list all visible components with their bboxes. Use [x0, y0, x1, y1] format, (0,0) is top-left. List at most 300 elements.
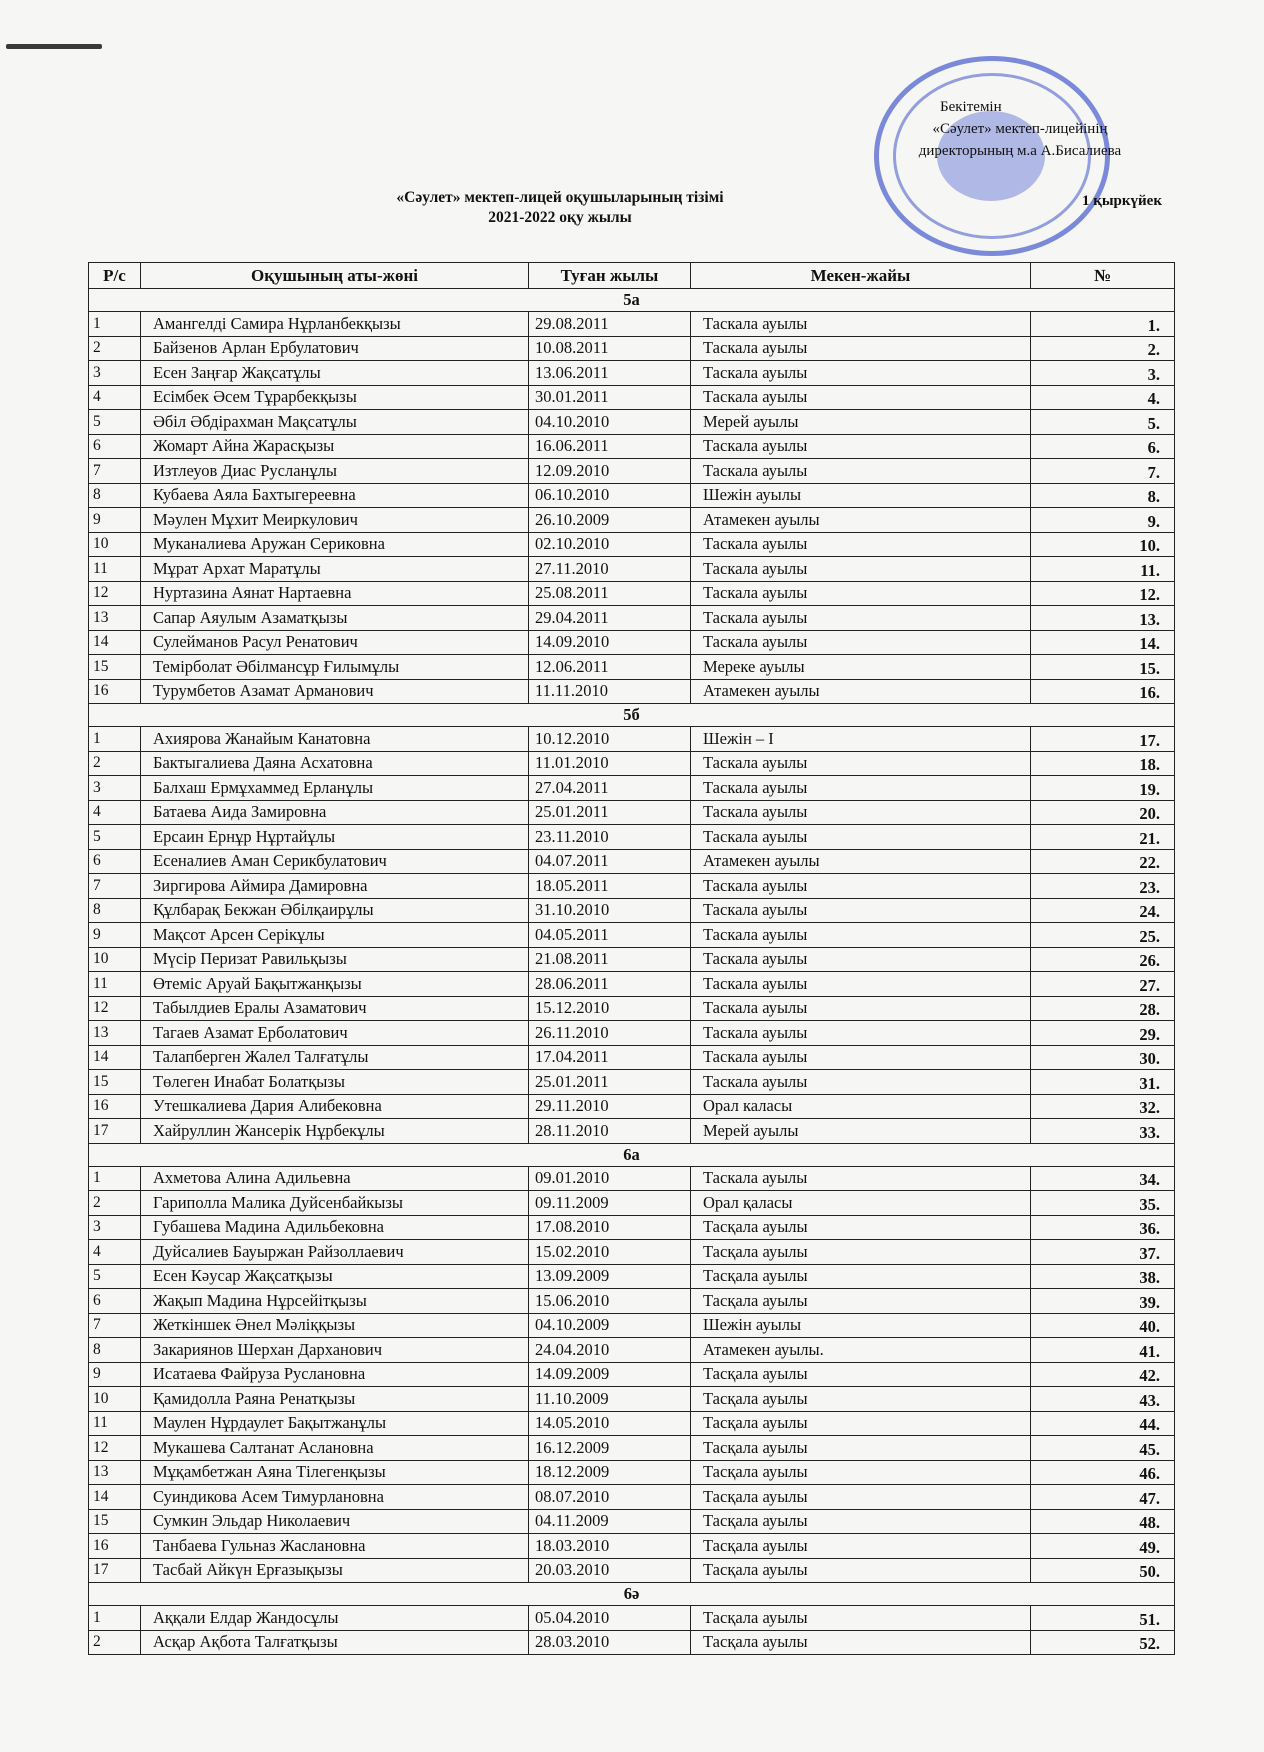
list-number-cell: 7. [1031, 459, 1175, 484]
class-group-row [89, 289, 1175, 312]
table-row [89, 1411, 1175, 1436]
birthdate-cell: 02.10.2010 [529, 532, 691, 557]
address-cell: Таскала ауылы [691, 923, 1031, 948]
address-cell: Шежін – I [691, 727, 1031, 752]
table-row [89, 996, 1175, 1021]
row-number-cell: 15 [89, 1509, 141, 1534]
birthdate-cell: 13.09.2009 [529, 1264, 691, 1289]
birthdate-cell: 18.05.2011 [529, 874, 691, 899]
table-row [89, 312, 1175, 337]
list-number-cell: 46. [1031, 1460, 1175, 1485]
table-row [89, 1166, 1175, 1191]
address-cell: Таскала ауылы [691, 557, 1031, 582]
address-cell: Орал қаласы [691, 1191, 1031, 1216]
table-row [89, 1313, 1175, 1338]
row-number-cell: 7 [89, 874, 141, 899]
list-number-cell: 33. [1031, 1119, 1175, 1144]
list-number-cell: 21. [1031, 825, 1175, 850]
list-number-cell: 2. [1031, 336, 1175, 361]
student-name-cell: Турумбетов Азамат Арманович [141, 679, 529, 704]
row-number-cell: 9 [89, 923, 141, 948]
table-row [89, 751, 1175, 776]
student-name-cell: Кубаева Аяла Бахтыгереевна [141, 483, 529, 508]
birthdate-cell: 05.04.2010 [529, 1606, 691, 1631]
header-address: Мекен-жайы [691, 263, 1031, 289]
list-number-cell: 28. [1031, 996, 1175, 1021]
header-birthdate: Туған жылы [529, 263, 691, 289]
student-name-cell: Дуйсалиев Бауыржан Райзоллаевич [141, 1240, 529, 1265]
list-number-cell: 51. [1031, 1606, 1175, 1631]
table-row [89, 361, 1175, 386]
row-number-cell: 11 [89, 1411, 141, 1436]
list-number-cell: 37. [1031, 1240, 1175, 1265]
title-line-1: «Сәулет» мектеп-лицей оқушыларының тізімі [396, 189, 724, 206]
row-number-cell: 4 [89, 800, 141, 825]
list-number-cell: 20. [1031, 800, 1175, 825]
row-number-cell: 16 [89, 1094, 141, 1119]
list-number-cell: 23. [1031, 874, 1175, 899]
table-row [89, 557, 1175, 582]
table-row [89, 1191, 1175, 1216]
list-number-cell: 10. [1031, 532, 1175, 557]
table-row [89, 1094, 1175, 1119]
birthdate-cell: 26.11.2010 [529, 1021, 691, 1046]
address-cell: Таскала ауылы [691, 581, 1031, 606]
table-row [89, 776, 1175, 801]
birthdate-cell: 18.12.2009 [529, 1460, 691, 1485]
header-rownum: Р/с [89, 263, 141, 289]
list-number-cell: 26. [1031, 947, 1175, 972]
class-group-row [89, 1583, 1175, 1606]
list-number-cell: 31. [1031, 1070, 1175, 1095]
birthdate-cell: 04.05.2011 [529, 923, 691, 948]
address-cell: Тасқала ауылы [691, 1264, 1031, 1289]
address-cell: Таскала ауылы [691, 532, 1031, 557]
row-number-cell: 8 [89, 1338, 141, 1363]
table-row [89, 1387, 1175, 1412]
address-cell: Атамекен ауылы [691, 849, 1031, 874]
birthdate-cell: 29.08.2011 [529, 312, 691, 337]
list-number-cell: 32. [1031, 1094, 1175, 1119]
row-number-cell: 3 [89, 361, 141, 386]
list-number-cell: 1. [1031, 312, 1175, 337]
row-number-cell: 3 [89, 1215, 141, 1240]
row-number-cell: 17 [89, 1119, 141, 1144]
row-number-cell: 13 [89, 1021, 141, 1046]
table-row [89, 655, 1175, 680]
birthdate-cell: 27.04.2011 [529, 776, 691, 801]
table-header-row [89, 263, 1175, 289]
table-row [89, 1045, 1175, 1070]
table-row [89, 727, 1175, 752]
birthdate-cell: 12.09.2010 [529, 459, 691, 484]
student-name-cell: Ахиярова Жанайым Канатовна [141, 727, 529, 752]
student-name-cell: Есеналиев Аман Серикбулатович [141, 849, 529, 874]
list-number-cell: 35. [1031, 1191, 1175, 1216]
birthdate-cell: 31.10.2010 [529, 898, 691, 923]
row-number-cell: 1 [89, 312, 141, 337]
address-cell: Таскала ауылы [691, 312, 1031, 337]
class-group-label: 5б [89, 704, 1175, 727]
address-cell: Атамекен ауылы [691, 508, 1031, 533]
approval-date: 1 қыркүйек [1081, 193, 1162, 209]
birthdate-cell: 11.10.2009 [529, 1387, 691, 1412]
birthdate-cell: 04.10.2010 [529, 410, 691, 435]
address-cell: Тасқала ауылы [691, 1215, 1031, 1240]
student-name-cell: Тагаев Азамат Ерболатович [141, 1021, 529, 1046]
list-number-cell: 17. [1031, 727, 1175, 752]
address-cell: Таскала ауылы [691, 630, 1031, 655]
address-cell: Мерей ауылы [691, 410, 1031, 435]
student-name-cell: Губашева Мадина Адильбековна [141, 1215, 529, 1240]
student-name-cell: Исатаева Файруза Руслановна [141, 1362, 529, 1387]
row-number-cell: 14 [89, 630, 141, 655]
list-number-cell: 25. [1031, 923, 1175, 948]
birthdate-cell: 29.04.2011 [529, 606, 691, 631]
row-number-cell: 1 [89, 727, 141, 752]
birthdate-cell: 17.04.2011 [529, 1045, 691, 1070]
table-body [89, 289, 1175, 1655]
student-name-cell: Тасбай Айкүн Ерғазықызы [141, 1558, 529, 1583]
address-cell: Тасқала ауылы [691, 1289, 1031, 1314]
student-name-cell: Маулен Нұрдаулет Бақытжанұлы [141, 1411, 529, 1436]
row-number-cell: 6 [89, 1289, 141, 1314]
student-name-cell: Закариянов Шерхан Дарханович [141, 1338, 529, 1363]
class-group-row [89, 1143, 1175, 1166]
row-number-cell: 1 [89, 1606, 141, 1631]
student-name-cell: Асқар Ақбота Талғатқызы [141, 1630, 529, 1655]
row-number-cell: 6 [89, 849, 141, 874]
row-number-cell: 12 [89, 1436, 141, 1461]
address-cell: Тасқала ауылы [691, 1362, 1031, 1387]
table-row [89, 972, 1175, 997]
birthdate-cell: 17.08.2010 [529, 1215, 691, 1240]
row-number-cell: 6 [89, 434, 141, 459]
address-cell: Таскала ауылы [691, 751, 1031, 776]
student-name-cell: Төлеген Инабат Болатқызы [141, 1070, 529, 1095]
row-number-cell: 1 [89, 1166, 141, 1191]
row-number-cell: 15 [89, 1070, 141, 1095]
row-number-cell: 5 [89, 825, 141, 850]
address-cell: Тасқала ауылы [691, 1436, 1031, 1461]
list-number-cell: 29. [1031, 1021, 1175, 1046]
address-cell: Тасқала ауылы [691, 1534, 1031, 1559]
birthdate-cell: 26.10.2009 [529, 508, 691, 533]
table-row [89, 1119, 1175, 1144]
address-cell: Таскала ауылы [691, 1070, 1031, 1095]
table-row [89, 1606, 1175, 1631]
list-number-cell: 41. [1031, 1338, 1175, 1363]
row-number-cell: 2 [89, 1191, 141, 1216]
list-number-cell: 48. [1031, 1509, 1175, 1534]
row-number-cell: 2 [89, 1630, 141, 1655]
address-cell: Таскала ауылы [691, 459, 1031, 484]
student-name-cell: Нуртазина Аянат Нартаевна [141, 581, 529, 606]
list-number-cell: 40. [1031, 1313, 1175, 1338]
list-number-cell: 38. [1031, 1264, 1175, 1289]
student-name-cell: Байзенов Арлан Ербулатович [141, 336, 529, 361]
list-number-cell: 52. [1031, 1630, 1175, 1655]
birthdate-cell: 11.01.2010 [529, 751, 691, 776]
list-number-cell: 5. [1031, 410, 1175, 435]
address-cell: Атамекен ауылы. [691, 1338, 1031, 1363]
student-name-cell: Сапар Аяулым Азаматқызы [141, 606, 529, 631]
row-number-cell: 13 [89, 606, 141, 631]
address-cell: Таскала ауылы [691, 898, 1031, 923]
birthdate-cell: 09.01.2010 [529, 1166, 691, 1191]
birthdate-cell: 14.05.2010 [529, 1411, 691, 1436]
student-name-cell: Есімбек Әсем Тұрарбекқызы [141, 385, 529, 410]
student-name-cell: Аққали Елдар Жандосұлы [141, 1606, 529, 1631]
address-cell: Тасқала ауылы [691, 1460, 1031, 1485]
birthdate-cell: 27.11.2010 [529, 557, 691, 582]
student-name-cell: Батаева Аида Замировна [141, 800, 529, 825]
birthdate-cell: 10.08.2011 [529, 336, 691, 361]
scan-edge-mark [6, 44, 102, 49]
row-number-cell: 5 [89, 1264, 141, 1289]
table-row [89, 459, 1175, 484]
list-number-cell: 43. [1031, 1387, 1175, 1412]
table-row [89, 434, 1175, 459]
address-cell: Таскала ауылы [691, 996, 1031, 1021]
student-name-cell: Утешкалиева Дария Алибековна [141, 1094, 529, 1119]
row-number-cell: 9 [89, 1362, 141, 1387]
student-name-cell: Бактыгалиева Даяна Асхатовна [141, 751, 529, 776]
table-row [89, 825, 1175, 850]
address-cell: Таскала ауылы [691, 776, 1031, 801]
list-number-cell: 44. [1031, 1411, 1175, 1436]
table-row [89, 923, 1175, 948]
list-number-cell: 42. [1031, 1362, 1175, 1387]
list-number-cell: 15. [1031, 655, 1175, 680]
table-row [89, 532, 1175, 557]
class-group-row [89, 704, 1175, 727]
row-number-cell: 2 [89, 751, 141, 776]
student-name-cell: Мәулен Мұхит Меиркулович [141, 508, 529, 533]
birthdate-cell: 16.12.2009 [529, 1436, 691, 1461]
student-name-cell: Хайруллин Жансерік Нұрбекұлы [141, 1119, 529, 1144]
table-row [89, 1289, 1175, 1314]
birthdate-cell: 14.09.2009 [529, 1362, 691, 1387]
birthdate-cell: 24.04.2010 [529, 1338, 691, 1363]
address-cell: Тасқала ауылы [691, 1387, 1031, 1412]
birthdate-cell: 04.10.2009 [529, 1313, 691, 1338]
address-cell: Тасқала ауылы [691, 1411, 1031, 1436]
table-row [89, 1509, 1175, 1534]
address-cell: Тасқала ауылы [691, 1606, 1031, 1631]
table-row [89, 898, 1175, 923]
table-row [89, 581, 1175, 606]
row-number-cell: 14 [89, 1485, 141, 1510]
table-row [89, 410, 1175, 435]
row-number-cell: 10 [89, 532, 141, 557]
table-row [89, 630, 1175, 655]
approval-block [870, 96, 1170, 212]
birthdate-cell: 29.11.2010 [529, 1094, 691, 1119]
row-number-cell: 14 [89, 1045, 141, 1070]
table-row [89, 1070, 1175, 1095]
row-number-cell: 17 [89, 1558, 141, 1583]
table-row [89, 483, 1175, 508]
birthdate-cell: 15.12.2010 [529, 996, 691, 1021]
student-name-cell: Мукашева Салтанат Аслановна [141, 1436, 529, 1461]
address-cell: Таскала ауылы [691, 606, 1031, 631]
table-row [89, 1558, 1175, 1583]
student-name-cell: Балхаш Ермұхаммед Ерланұлы [141, 776, 529, 801]
list-number-cell: 45. [1031, 1436, 1175, 1461]
row-number-cell: 13 [89, 1460, 141, 1485]
row-number-cell: 7 [89, 1313, 141, 1338]
list-number-cell: 39. [1031, 1289, 1175, 1314]
table-row [89, 1460, 1175, 1485]
student-table-wrapper [88, 262, 1174, 1655]
address-cell: Шежін ауылы [691, 483, 1031, 508]
address-cell: Тасқала ауылы [691, 1240, 1031, 1265]
birthdate-cell: 10.12.2010 [529, 727, 691, 752]
address-cell: Таскала ауылы [691, 336, 1031, 361]
student-name-cell: Жомарт Айна Жарасқызы [141, 434, 529, 459]
address-cell: Таскала ауылы [691, 800, 1031, 825]
birthdate-cell: 20.03.2010 [529, 1558, 691, 1583]
student-name-cell: Изтлеуов Диас Русланұлы [141, 459, 529, 484]
birthdate-cell: 09.11.2009 [529, 1191, 691, 1216]
table-row [89, 508, 1175, 533]
list-number-cell: 8. [1031, 483, 1175, 508]
birthdate-cell: 13.06.2011 [529, 361, 691, 386]
student-name-cell: Ерсаин Ернұр Нұртайұлы [141, 825, 529, 850]
student-name-cell: Есен Кәусар Жақсатқызы [141, 1264, 529, 1289]
address-cell: Орал каласы [691, 1094, 1031, 1119]
list-number-cell: 9. [1031, 508, 1175, 533]
row-number-cell: 11 [89, 557, 141, 582]
address-cell: Таскала ауылы [691, 825, 1031, 850]
address-cell: Тасқала ауылы [691, 1558, 1031, 1583]
list-number-cell: 30. [1031, 1045, 1175, 1070]
table-row [89, 606, 1175, 631]
table-row [89, 874, 1175, 899]
row-number-cell: 4 [89, 1240, 141, 1265]
table-row [89, 1630, 1175, 1655]
student-name-cell: Мақсот Арсен Серікұлы [141, 923, 529, 948]
table-row [89, 679, 1175, 704]
address-cell: Таскала ауылы [691, 874, 1031, 899]
birthdate-cell: 15.02.2010 [529, 1240, 691, 1265]
document-title [260, 188, 860, 228]
birthdate-cell: 21.08.2011 [529, 947, 691, 972]
student-name-cell: Құлбарақ Бекжан Әбілқаирұлы [141, 898, 529, 923]
list-number-cell: 36. [1031, 1215, 1175, 1240]
birthdate-cell: 28.11.2010 [529, 1119, 691, 1144]
class-group-label: 6а [89, 1143, 1175, 1166]
row-number-cell: 11 [89, 972, 141, 997]
address-cell: Атамекен ауылы [691, 679, 1031, 704]
birthdate-cell: 23.11.2010 [529, 825, 691, 850]
birthdate-cell: 06.10.2010 [529, 483, 691, 508]
list-number-cell: 3. [1031, 361, 1175, 386]
table-row [89, 385, 1175, 410]
row-number-cell: 4 [89, 385, 141, 410]
table-row [89, 1021, 1175, 1046]
address-cell: Мереке ауылы [691, 655, 1031, 680]
address-cell: Тасқала ауылы [691, 1485, 1031, 1510]
birthdate-cell: 18.03.2010 [529, 1534, 691, 1559]
class-group-label: 5а [89, 289, 1175, 312]
birthdate-cell: 04.11.2009 [529, 1509, 691, 1534]
student-table [88, 262, 1175, 1655]
student-name-cell: Амангелді Самира Нұрланбекқызы [141, 312, 529, 337]
list-number-cell: 22. [1031, 849, 1175, 874]
table-row [89, 1215, 1175, 1240]
approval-line-3: директорының м.а А.Бисалиева [918, 143, 1122, 159]
table-row [89, 1264, 1175, 1289]
address-cell: Таскала ауылы [691, 947, 1031, 972]
list-number-cell: 11. [1031, 557, 1175, 582]
list-number-cell: 24. [1031, 898, 1175, 923]
address-cell: Таскала ауылы [691, 434, 1031, 459]
row-number-cell: 7 [89, 459, 141, 484]
birthdate-cell: 08.07.2010 [529, 1485, 691, 1510]
table-row [89, 1485, 1175, 1510]
address-cell: Мерей ауылы [691, 1119, 1031, 1144]
birthdate-cell: 25.08.2011 [529, 581, 691, 606]
table-row [89, 1338, 1175, 1363]
list-number-cell: 49. [1031, 1534, 1175, 1559]
student-name-cell: Муканалиева Аружан Сериковна [141, 532, 529, 557]
row-number-cell: 15 [89, 655, 141, 680]
row-number-cell: 16 [89, 1534, 141, 1559]
student-name-cell: Сумкин Эльдар Николаевич [141, 1509, 529, 1534]
address-cell: Тасқала ауылы [691, 1630, 1031, 1655]
student-name-cell: Талапберген Жалел Талғатұлы [141, 1045, 529, 1070]
table-row [89, 947, 1175, 972]
class-group-label: 6ә [89, 1583, 1175, 1606]
student-name-cell: Сулейманов Расул Ренатович [141, 630, 529, 655]
address-cell: Тасқала ауылы [691, 1509, 1031, 1534]
student-name-cell: Гариполла Малика Дуйсенбайкызы [141, 1191, 529, 1216]
table-row [89, 1436, 1175, 1461]
row-number-cell: 12 [89, 996, 141, 1021]
birthdate-cell: 15.06.2010 [529, 1289, 691, 1314]
birthdate-cell: 14.09.2010 [529, 630, 691, 655]
row-number-cell: 10 [89, 1387, 141, 1412]
student-name-cell: Танбаева Гульназ Жаслановна [141, 1534, 529, 1559]
list-number-cell: 34. [1031, 1166, 1175, 1191]
student-name-cell: Темірболат Әбілмансұр Ғилымұлы [141, 655, 529, 680]
student-name-cell: Суиндикова Асем Тимурлановна [141, 1485, 529, 1510]
student-name-cell: Есен Заңғар Жақсатұлы [141, 361, 529, 386]
row-number-cell: 2 [89, 336, 141, 361]
address-cell: Таскала ауылы [691, 972, 1031, 997]
list-number-cell: 13. [1031, 606, 1175, 631]
student-name-cell: Әбіл Әбдірахман Мақсатұлы [141, 410, 529, 435]
table-row [89, 849, 1175, 874]
row-number-cell: 3 [89, 776, 141, 801]
address-cell: Таскала ауылы [691, 1021, 1031, 1046]
row-number-cell: 5 [89, 410, 141, 435]
student-name-cell: Қамидолла Раяна Ренатқызы [141, 1387, 529, 1412]
address-cell: Таскала ауылы [691, 1045, 1031, 1070]
list-number-cell: 14. [1031, 630, 1175, 655]
student-name-cell: Ахметова Алина Адильевна [141, 1166, 529, 1191]
birthdate-cell: 12.06.2011 [529, 655, 691, 680]
address-cell: Таскала ауылы [691, 1166, 1031, 1191]
birthdate-cell: 25.01.2011 [529, 1070, 691, 1095]
row-number-cell: 9 [89, 508, 141, 533]
list-number-cell: 16. [1031, 679, 1175, 704]
table-row [89, 800, 1175, 825]
student-name-cell: Жақып Мадина Нұрсейітқызы [141, 1289, 529, 1314]
student-name-cell: Табылдиев Ералы Азаматович [141, 996, 529, 1021]
